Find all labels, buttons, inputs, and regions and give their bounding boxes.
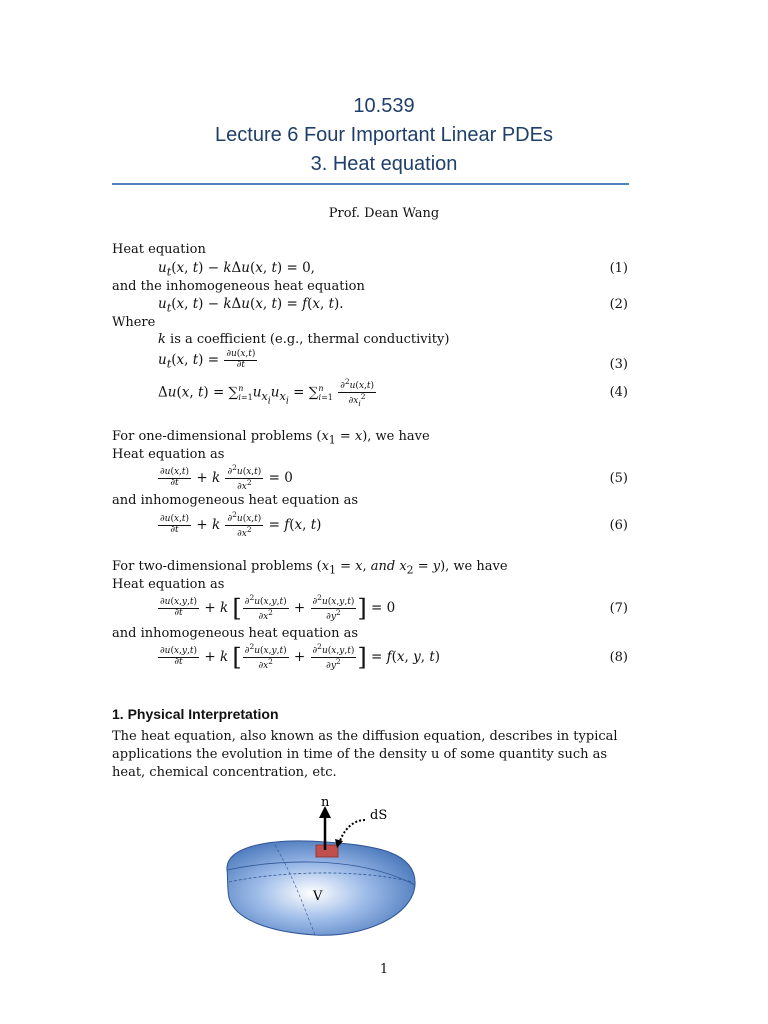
control-volume-figure xyxy=(215,790,425,940)
eq-number-7: (7) xyxy=(609,601,628,616)
eq-number-3: (3) xyxy=(609,357,628,372)
label-inhomog-as-2: and inhomogeneous heat equation as xyxy=(112,626,358,641)
k-description: k is a coefficient (e.g., thermal conductivity) xyxy=(158,332,450,347)
one-dim-text-a: For one-dimensional problems ( xyxy=(112,429,322,444)
one-dim-text-b: ), we have xyxy=(362,429,430,444)
label-inhomog-as: and inhomogeneous heat equation as xyxy=(112,493,358,508)
one-dim-intro: For one-dimensional problems $(x_1 = x)$, we have xyxy=(112,429,430,447)
section-paragraph: The heat equation, also known as the diffusion equation, describes in typical applications the evolution in time of the density u of some quantity such as heat, chemical concentration, etc. xyxy=(112,729,618,780)
section-heading: 1. Physical Interpretation xyxy=(112,706,279,722)
label-where: Where xyxy=(112,315,156,330)
equation-2: $u_t(x$, t) − kΔu(x, t) = f(x, t). xyxy=(158,296,344,315)
label-inhomogeneous: and the inhomogeneous heat equation xyxy=(112,279,365,294)
equation-8: $\frac{\partial u(x,y,t)}{\partial t}$ + k [ $\frac{\partial^2u(x,y,t)}{\partial x^2}$ + $\frac{\partial^2u(x,y,t)}{\partial y^2}$ ] = f(x, y, t) xyxy=(160,642,441,672)
lecture-title: Lecture 6 Four Important Linear PDEs xyxy=(215,124,553,146)
title-rule xyxy=(112,183,629,185)
label-heat-equation: Heat equation xyxy=(112,242,206,257)
label-heat-eq-as: Heat equation as xyxy=(112,447,225,462)
k-description-text: is a coefficient (e.g., thermal conductivity) xyxy=(170,332,450,347)
equation-5: $\frac{\partial u(x,t)}{\partial t}$ + k $\frac{\partial^2u(x,t)}{\partial x^2}$ = 0 xyxy=(160,463,293,492)
volume-label: V xyxy=(313,889,323,904)
label-heat-eq-as-2: Heat equation as xyxy=(112,577,225,592)
ds-pointer-arrow xyxy=(339,820,365,844)
normal-label: n xyxy=(321,795,330,810)
topic-title: 3. Heat equation xyxy=(310,153,458,175)
eq-number-1: (1) xyxy=(609,261,628,276)
two-dim-text-a: For two-dimensional problems ( xyxy=(112,559,322,574)
equation-7: $\frac{\partial u(x,y,t)}{\partial t}$ + k [ $\frac{\partial^2u(x,y,t)}{\partial x^2}$ + $\frac{\partial^2u(x,y,t)}{\partial y^2}$ ] = 0 xyxy=(160,593,396,623)
eq-number-2: (2) xyxy=(609,297,628,312)
eq-number-6: (6) xyxy=(609,518,628,533)
author: Prof. Dean Wang xyxy=(328,206,440,221)
surface-label: dS xyxy=(370,808,388,823)
equation-3: $u_t(x$, t) = $\frac{\partial u(x,t)}{\partial t}$ xyxy=(158,349,256,371)
eq-number-5: (5) xyxy=(609,471,628,486)
eq-number-8: (8) xyxy=(609,650,628,665)
equation-1: $u_t(x$, t) − kΔu(x, t) = 0, xyxy=(158,260,315,279)
two-dim-text-b: ), we have xyxy=(440,559,508,574)
page-number: 1 xyxy=(379,962,389,977)
two-dim-intro: For two-dimensional problems ($x_1 = x$, and $x_2 = y$), we have xyxy=(112,559,508,577)
eq-number-4: (4) xyxy=(609,385,628,400)
equation-4: Δu(x, $t) = \sum^n_{i=1}u_{x_i}u_{x_i} = \sum^n_{i=1}$ $\frac{\partial^2u(x,t)}{\partial x_i^2}$ xyxy=(158,377,375,408)
course-number: 10.539 xyxy=(353,95,415,117)
surface-patch xyxy=(316,845,338,857)
equation-6: $\frac{\partial u(x,t)}{\partial t}$ + k $\frac{\partial^2u(x,t)}{\partial x^2}$ = f(x, t) xyxy=(160,510,322,539)
